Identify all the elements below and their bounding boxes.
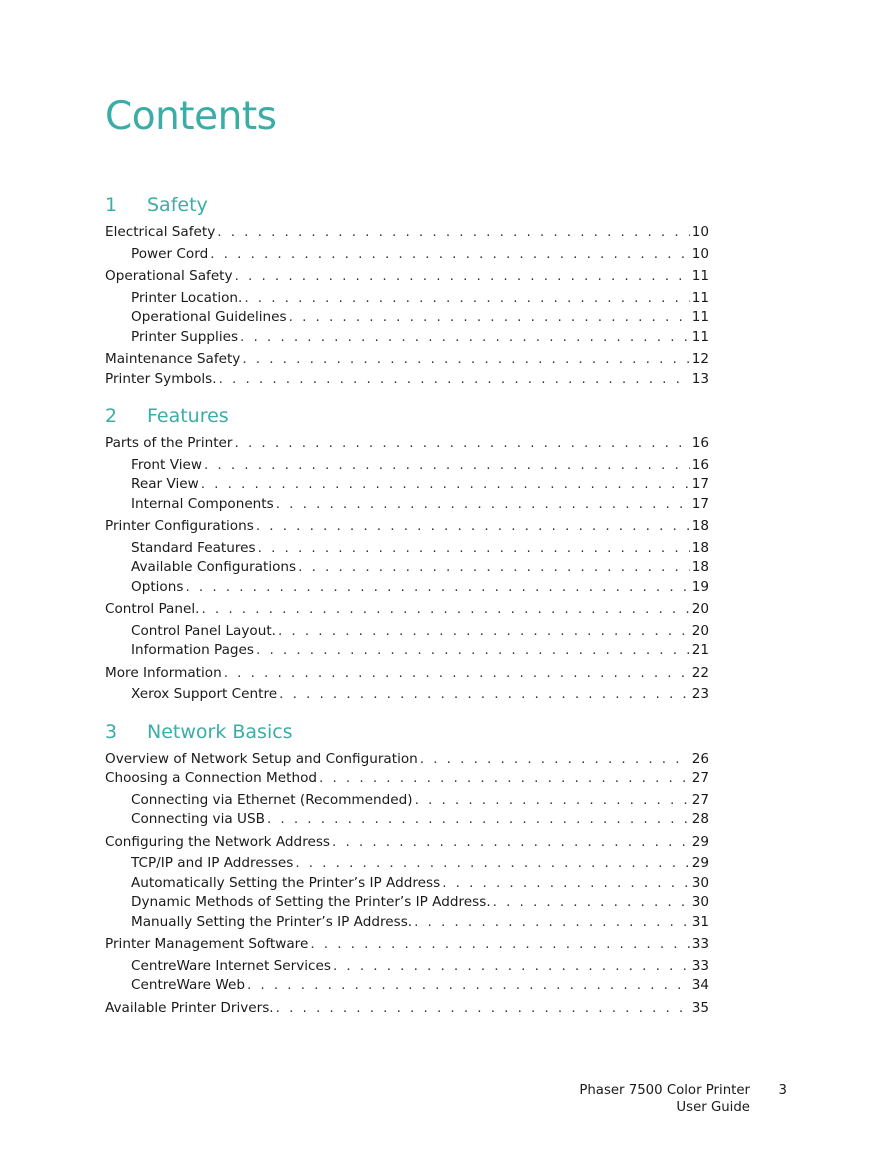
toc-subentry[interactable] [105,456,709,476]
toc-entry[interactable] [105,370,709,390]
toc-entry-label: Overview of Network Setup and Configuration [105,750,418,767]
toc-page-number: 11 [691,289,709,306]
toc-entry-label: CentreWare Internet Services [131,957,331,974]
toc-entry-label: Information Pages [131,642,255,658]
toc-subentry[interactable] [105,874,709,894]
toc-subentry[interactable] [105,622,709,642]
dot-leader [279,685,690,705]
dot-leader [289,308,690,328]
footer-doc-type: User Guide [676,1100,750,1115]
toc-page-number: 33 [691,957,709,974]
toc-entry-label: Power Cord [131,245,209,262]
chapter-section [105,192,709,389]
toc-entry[interactable] [105,750,709,770]
toc-page-number: 28 [691,811,709,827]
toc-page-number: 31 [691,913,709,930]
toc-entry-label: Maintenance Safety [105,351,241,367]
dot-leader [242,350,689,370]
dot-leader [493,893,690,913]
dot-leader [235,434,690,454]
toc-subentry[interactable] [105,976,709,996]
toc-page-number: 27 [691,791,709,808]
toc-page-number: 35 [691,999,709,1016]
toc-entry-label: Operational Guidelines [131,309,287,325]
dot-leader [415,791,690,811]
footer-page-number: 3 [778,1083,787,1098]
toc-entry[interactable] [105,999,709,1019]
dot-leader [420,750,690,770]
toc-page-number: 18 [691,539,709,556]
toc-entry-label: Electrical Safety [105,224,216,240]
toc-subentry[interactable] [105,558,709,578]
dot-leader [204,456,690,476]
chapter-number: 1 [105,194,118,216]
dot-leader [235,267,690,287]
chapter-section [105,719,709,1019]
chapter-title: Safety [147,194,208,216]
toc-subentry[interactable] [105,893,709,913]
toc-page-number: 10 [691,245,709,262]
toc-entry[interactable] [105,350,709,370]
toc-subentry[interactable] [105,957,709,977]
toc-page-number: 11 [691,309,709,325]
dot-leader [332,833,690,853]
toc-entry[interactable] [105,223,709,243]
toc-entry-label: Printer Symbols. [105,370,217,387]
toc-entry-label: Available Configurations [131,559,297,575]
toc-entry-label: Choosing a Connection Method [105,770,318,786]
toc-entry-label: Dynamic Methods of Setting the Printer’s IP Address. [131,894,491,910]
toc-entry[interactable] [105,517,709,537]
toc-entry-label: Printer Configurations [105,518,254,534]
toc-entry-label: Manually Setting the Printer’s IP Address. [131,913,413,930]
toc-subentry[interactable] [105,328,709,348]
footer-doc-info [579,1082,750,1116]
toc-page-number: 23 [691,686,709,702]
toc-page-number: 20 [691,601,709,617]
chapter-number: 2 [105,405,118,427]
dot-leader [219,370,690,390]
toc-entry[interactable] [105,267,709,287]
toc-page-number: 19 [691,578,709,595]
toc-entry[interactable] [105,600,709,620]
toc-entry-label: Automatically Setting the Printer’s IP Address [131,874,441,891]
dot-leader [414,913,690,933]
toc-page-number: 16 [691,456,709,473]
toc-page-number: 17 [691,495,709,512]
footer-product-name: Phaser 7500 Color Printer [579,1083,750,1098]
toc-entry-label: Front View [131,456,202,473]
toc-page-number: 11 [691,268,709,284]
toc-page-number: 12 [691,351,709,367]
dot-leader [267,810,690,830]
toc-page-number: 33 [691,936,709,952]
toc-entry-label: CentreWare Web [131,977,245,993]
dot-leader [442,874,689,894]
toc-entry-label: Control Panel. [105,601,200,617]
toc-page-number: 18 [691,518,709,534]
toc-subentry[interactable] [105,685,709,705]
dot-leader [210,245,689,265]
toc-entry-label: Control Panel Layout. [131,622,276,639]
toc-subentry[interactable] [105,308,709,328]
toc-entry-label: Connecting via USB [131,811,265,827]
toc-subentry[interactable] [105,539,709,559]
toc-entry-label: Configuring the Network Address [105,833,331,850]
toc-page-number: 26 [691,750,709,767]
toc-page-number: 17 [691,476,709,492]
table-of-contents [105,192,709,1018]
dot-leader [217,223,689,243]
toc-subentry[interactable] [105,578,709,598]
dot-leader [244,289,689,309]
toc-entry-label: More Information [105,664,222,681]
toc-entry-label: Available Printer Drivers. [105,999,274,1016]
toc-entry[interactable] [105,935,709,955]
toc-page-number: 13 [691,370,709,387]
dot-leader [276,999,690,1019]
toc-subentry[interactable] [105,913,709,933]
toc-page-number: 20 [691,622,709,639]
dot-leader [319,769,690,789]
toc-entry-label: Options [131,578,184,595]
dot-leader [295,854,689,874]
dot-leader [247,976,690,996]
toc-entry[interactable] [105,434,709,454]
toc-page-number: 34 [691,977,709,993]
toc-entry-label: Printer Location. [131,289,243,306]
toc-entry[interactable] [105,833,709,853]
toc-subentry[interactable] [105,475,709,495]
toc-entry-label: TCP/IP and IP Addresses [131,855,294,871]
dot-leader [333,957,690,977]
toc-entry-label: Rear View [131,476,199,492]
toc-subentry[interactable] [105,854,709,874]
toc-entry-label: Xerox Support Centre [131,686,278,702]
toc-entry[interactable] [105,769,709,789]
dot-leader [256,517,690,537]
toc-entry-label: Printer Supplies [131,328,239,345]
dot-leader [276,495,690,515]
toc-subentry[interactable] [105,810,709,830]
chapter-title: Features [147,405,229,427]
toc-entry[interactable] [105,664,709,684]
dot-leader [256,641,690,661]
toc-subentry[interactable] [105,791,709,811]
toc-page-number: 16 [691,435,709,451]
chapter-section [105,403,709,705]
toc-page-number: 18 [691,559,709,575]
chapter-heading[interactable] [105,403,709,429]
toc-page-number: 11 [691,328,709,345]
toc-page-number: 30 [691,874,709,891]
toc-entry-label: Parts of the Printer [105,435,233,451]
toc-page-number: 10 [691,224,709,240]
chapter-title: Network Basics [147,720,293,743]
toc-subentry[interactable] [105,641,709,661]
toc-page-number: 27 [691,770,709,786]
toc-page-number: 29 [691,855,709,871]
toc-page-number: 21 [691,642,709,658]
toc-entry-label: Printer Management Software [105,936,309,952]
dot-leader [201,475,690,495]
chapter-heading[interactable] [105,719,709,745]
toc-entry-label: Internal Components [131,495,274,512]
dot-leader [258,539,690,559]
toc-entry-label: Operational Safety [105,268,233,284]
dot-leader [185,578,689,598]
chapter-number: 3 [105,720,118,743]
chapter-heading[interactable] [105,192,709,218]
dot-leader [201,600,689,620]
dot-leader [278,622,690,642]
dot-leader [310,935,689,955]
dot-leader [298,558,690,578]
toc-subentry[interactable] [105,245,709,265]
toc-page-number: 30 [691,894,709,910]
dot-leader [224,664,690,684]
dot-leader [240,328,690,348]
page-title: Contents [105,94,277,139]
toc-page-number: 22 [691,664,709,681]
toc-entry-label: Standard Features [131,539,256,556]
toc-entry-label: Connecting via Ethernet (Recommended) [131,791,413,808]
toc-page-number: 29 [691,833,709,850]
toc-subentry[interactable] [105,495,709,515]
toc-subentry[interactable] [105,289,709,309]
